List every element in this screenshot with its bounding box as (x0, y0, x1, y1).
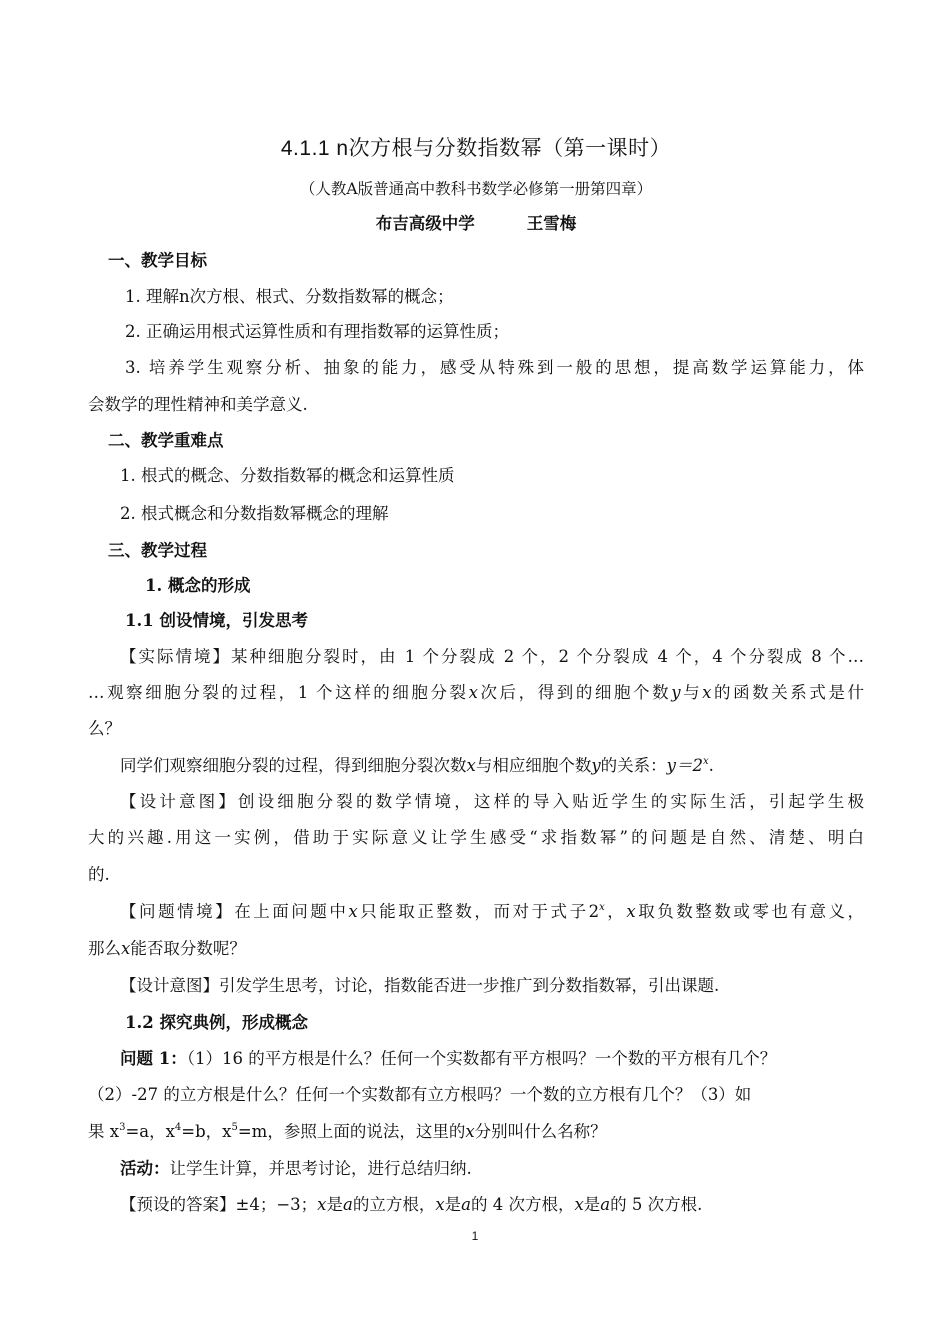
question-1-line2: （2）-27 的立方根是什么？任何一个实数都有立方根吗？一个数的立方根有几个？（3）如 (88, 1085, 752, 1104)
subsection-1-2: 1.2 探究典例，形成概念 (125, 1013, 308, 1032)
section-heading-key-points: 二、教学重难点 (108, 431, 224, 450)
page-number: 1 (471, 1229, 479, 1243)
author-school: 布吉高级中学 (375, 214, 475, 233)
goal-item-3-line1: 3. 培养学生观察分析、抽象的能力，感受从特殊到一般的思想，提高数学运算能力，体 (125, 358, 864, 377)
key-point-2: 2. 根式概念和分数指数幂概念的理解 (120, 504, 389, 523)
paragraph-real-situation-line3: 么？ (88, 719, 121, 738)
variable-y: y (671, 683, 681, 702)
variable-x: x (702, 683, 712, 702)
variable-x: x (465, 1122, 475, 1141)
variable-x: x (468, 683, 478, 702)
subsection-concept-formation: 1. 概念的形成 (145, 576, 251, 595)
paragraph-problem-situation-line1: 【问题情境】在上面问题中x只能取正整数，而对于式子2$^x$，x取负数整数或零也有意义， (120, 902, 865, 921)
question-1-line1: 问题 1：（1）16 的平方根是什么？任何一个实数都有平方根吗？一个数的平方根有几个？ (120, 1049, 777, 1068)
author-name: 王雪梅 (526, 214, 577, 233)
paragraph-design-intent-1-line3: 的. (88, 865, 110, 884)
goal-item-1: 1. 理解n次方根、根式、分数指数幂的概念； (125, 287, 454, 306)
paragraph-observation: 同学们观察细胞分裂的过程，得到细胞分裂次数x与相应细胞个数y的关系：$y=2^x$. (120, 756, 714, 775)
section-heading-goals: 一、教学目标 (108, 251, 207, 270)
activity-line: 活动：让学生计算，并思考讨论，进行总结归纳. (120, 1159, 472, 1178)
paragraph-real-situation-line1: 【实际情境】某种细胞分裂时，由 1 个分裂成 2 个，2 个分裂成 4 个，4 个分裂成 8 个… (120, 647, 864, 666)
variable-x: x (348, 902, 358, 921)
document-subtitle: （人教A版普通高中教科书数学必修第一册第四章） (299, 180, 653, 198)
variable-x: x (466, 756, 476, 775)
formula-y-equals-2-power-x: $y=2^x$ (666, 756, 709, 775)
subsection-1-1: 1.1 创设情境，引发思考 (125, 611, 308, 630)
paragraph-design-intent-2: 【设计意图】引发学生思考，讨论，指数能否进一步推广到分数指数幂，引出课题. (120, 976, 720, 995)
key-point-1: 1. 根式的概念、分数指数幂的概念和运算性质 (120, 466, 455, 485)
question-1-label: 问题 1： (120, 1049, 187, 1068)
author-line (88, 212, 864, 236)
variable-y: y (591, 756, 601, 775)
paragraph-design-intent-1-line2: 大的兴趣.用这一实例，借助于实际意义让学生感受“求指数幂”的问题是自然、清楚、明白 (88, 828, 864, 847)
paragraph-real-situation-line2: …观察细胞分裂的过程，1 个这样的细胞分裂x次后，得到的细胞个数y与x的函数关系式是什 (88, 683, 865, 702)
activity-label: 活动： (120, 1159, 170, 1178)
document-title: 4.1.1 n次方根与分数指数幂（第一课时） (280, 137, 672, 160)
goal-item-2: 2. 正确运用根式运算性质和有理指数幂的运算性质； (125, 322, 509, 341)
variable-x: x (626, 902, 636, 921)
variable-x: x (121, 939, 131, 958)
question-1-line3: 果 $x^3=a$，$x^4=b$，$x^5=m$，参照上面的说法，这里的x分别叫什么名称？ (88, 1122, 607, 1141)
goal-item-3-line2: 会数学的理性精神和美学意义. (88, 395, 308, 414)
paragraph-problem-situation-line2: 那么x能否取分数呢？ (88, 939, 246, 958)
formula-2-power-x: 2$^x$ (588, 902, 605, 921)
preset-answer-line: 【预设的答案】±4；−3；x是a的立方根，x是a的 4 次方根，x是a的 5 次方根. (120, 1195, 703, 1214)
paragraph-design-intent-1-line1: 【设计意图】创设细胞分裂的数学情境，这样的导入贴近学生的实际生活，引起学生极 (120, 792, 864, 811)
section-heading-process: 三、教学过程 (108, 541, 207, 560)
